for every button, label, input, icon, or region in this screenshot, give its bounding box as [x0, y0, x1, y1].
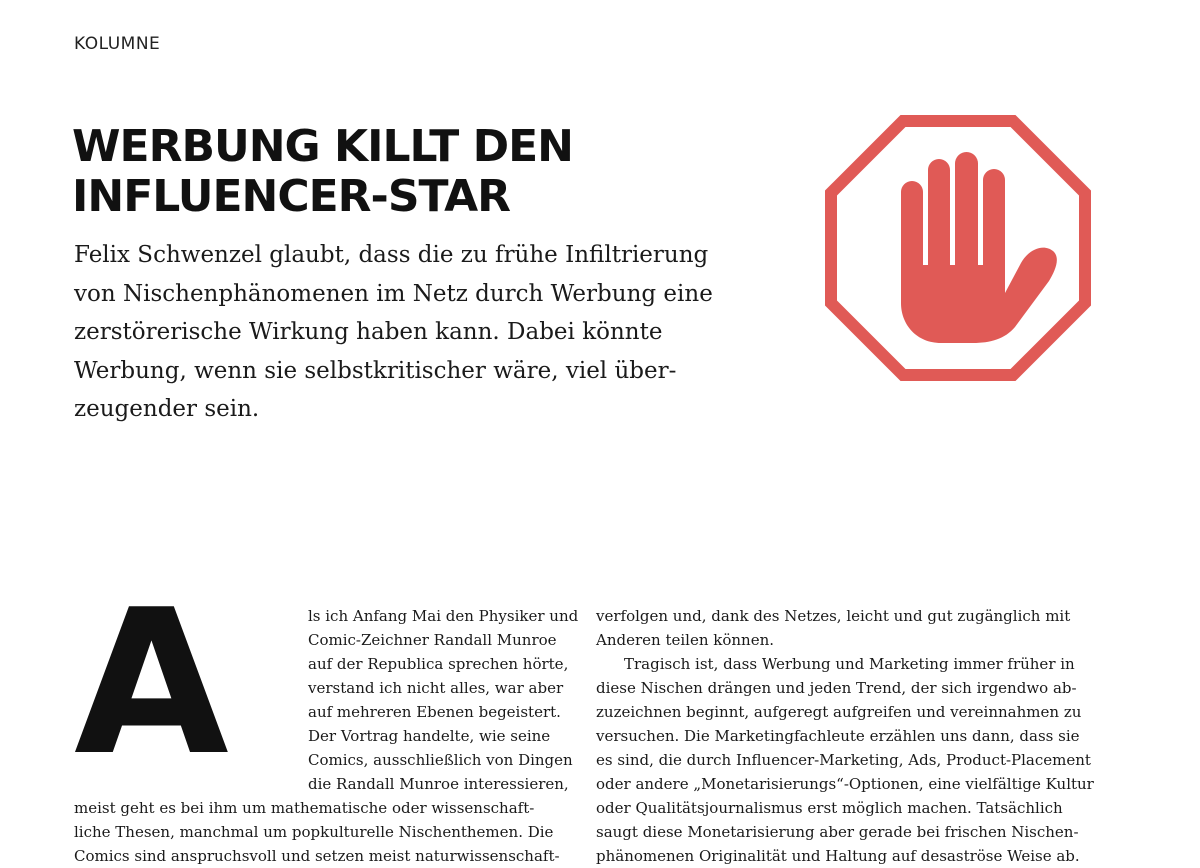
body-line: zuzeichnen beginnt, aufgeregt aufgreifen und vereinnahmen zu — [596, 703, 1082, 721]
body-line: auf der Republica sprechen hörte, — [308, 655, 569, 673]
body-line: Comics sind anspruchsvoll und setzen meist naturwissenschaft- — [74, 847, 560, 865]
body-line: Tragisch ist, dass Werbung und Marketing immer früher in — [624, 655, 1075, 673]
body-line: Der Vortrag handelte, wie seine — [308, 727, 551, 745]
stop-hand-icon — [825, 115, 1091, 381]
body-line: Anderen teilen können. — [596, 631, 775, 649]
lead-line: zeugender sein. — [74, 396, 260, 422]
lead-line: Felix Schwenzel glaubt, dass die zu frühe Infiltrierung — [74, 242, 709, 268]
body-line: phänomenen Originalität und Haltung auf desaströse Weise ab. — [596, 847, 1080, 865]
body-line: es sind, die durch Influencer-Marketing, Ads, Product-Placement — [596, 751, 1091, 769]
body-column-left — [74, 567, 579, 868]
article-headline — [72, 122, 692, 222]
body-line: oder Qualitätsjournalismus erst möglich machen. Tatsächlich — [596, 799, 1063, 817]
body-line: meist geht es bei ihm um mathematische oder wissenschaft- — [74, 799, 535, 817]
body-line: diese Nischen drängen und jeden Trend, der sich irgendwo ab- — [596, 679, 1077, 697]
lead-line: zerstörerische Wirkung haben kann. Dabei könnte — [74, 319, 663, 345]
body-line: saugt diese Monetarisierung aber gerade bei frischen Nischen- — [596, 823, 1079, 841]
body-line: Comics, ausschließlich von Dingen — [308, 751, 573, 769]
body-line: oder andere „Monetarisierungs“-Optionen, eine vielfältige Kultur — [596, 775, 1094, 793]
lead-line: von Nischenphänomenen im Netz durch Werbung eine — [74, 280, 713, 307]
drop-cap: A — [74, 567, 229, 800]
body-line: verstand ich nicht alles, war aber — [308, 679, 564, 697]
article-lead — [74, 236, 714, 429]
body-line: versuchen. Die Marketingfachleute erzählen uns dann, dass sie — [596, 727, 1080, 745]
lead-line: Werbung, wenn sie selbstkritischer wäre, viel über- — [74, 357, 677, 384]
body-column-right — [596, 604, 1094, 868]
body-line: Comic-Zeichner Randall Munroe — [308, 631, 557, 649]
dropcap-paragraph — [74, 567, 579, 800]
headline-line-1: WERBUNG KILLT DEN — [72, 121, 573, 172]
body-line: die Randall Munroe interessieren, — [308, 775, 569, 793]
body-line: liche Thesen, manchmal um popkulturelle Nischenthemen. Die — [74, 823, 554, 841]
section-kicker: KOLUMNE — [74, 34, 161, 54]
body-line: ls ich Anfang Mai den Physiker und — [308, 607, 579, 625]
body-line: verfolgen und, dank des Netzes, leicht und gut zugänglich mit — [596, 607, 1071, 625]
body-line: auf mehreren Ebenen begeistert. — [308, 703, 561, 721]
headline-line-2: INFLUENCER-STAR — [72, 171, 511, 222]
